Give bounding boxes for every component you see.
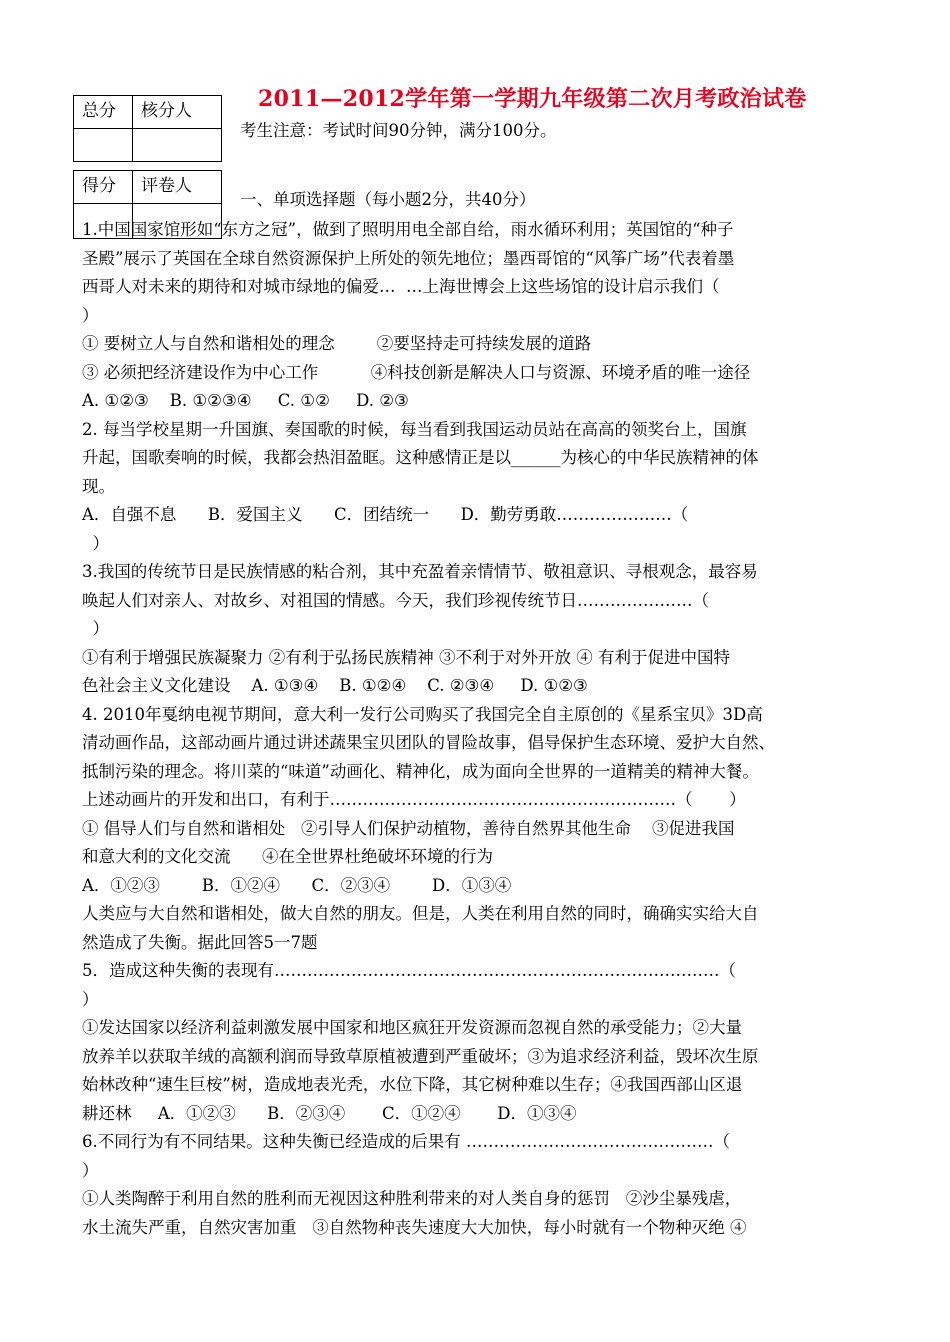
question-line: ① 倡导人们与自然和谐相处 ②引导人们保护动植物，善待自然界其他生命 ③促进我国: [82, 818, 735, 838]
question-line: 耕还林 A．①②③ B．②③④ C．①②④ D．①③④: [82, 1103, 577, 1123]
question-line: 色社会主义文化建设 A. ①③④ B. ①②④ C. ②③④ D. ①②③: [82, 676, 588, 695]
question-line: 4. 2010年戛纳电视节期间，意大利一发行公司购买了我国完全自主原创的《星系宝贝》3D高: [82, 704, 763, 724]
question-line: ①有利于增强民族凝聚力 ②有利于弘扬民族精神 ③不利于对外开放 ④ 有利于促进中国特: [82, 647, 730, 667]
question-line: 清动画作品，这部动画片通过讲述蔬果宝贝团队的冒险故事，倡导保护生态环境、爱护大自然、: [82, 733, 775, 752]
question-line: 唤起人们对亲人、对故乡、对祖国的情感。今天，我们珍视传统节日…………………（: [82, 590, 709, 610]
exam-notice: 考生注意：考试时间90分钟，满分100分。: [240, 121, 557, 140]
question-line: 5．造成这种失衡的表现有………………………………………………………………………（: [82, 961, 736, 980]
score-summary-table: [73, 95, 222, 162]
question-body: [82, 216, 882, 1242]
question-line: A. ①②③ B. ①②③④ C. ①② D. ②③: [82, 391, 409, 410]
question-line: 然造成了失衡。据此回答5一7题: [82, 932, 318, 952]
question-line: ）: [82, 619, 109, 638]
question-line: A．自强不息 B．爱国主义 C．团结统一 D．勤劳勇敢…………………（: [82, 505, 689, 524]
question-line: ①发达国家以经济利益刺激发展中国家和地区疯狂开发资源而忽视自然的承受能力；②大量: [82, 1018, 742, 1037]
question-line: ① 要树立人与自然和谐相处的理念 ②要坚持走可持续发展的道路: [82, 334, 592, 353]
exam-title: 2011—2012学年第一学期九年级第二次月考政治试卷: [258, 86, 807, 112]
question-line: 升起，国歌奏响的时候，我都会热泪盈眶。这种感情正是以______为核心的中华民族精神的体: [82, 448, 759, 467]
question-line: 1.中国国家馆形如“东方之冠”，做到了照明用电全部自给，雨水循环利用；英国馆的“种子: [82, 220, 734, 239]
question-line: A．①②③ B．①②④ C．②③④ D．①③④: [82, 875, 512, 895]
question-line: ）: [82, 533, 109, 553]
question-line: 圣殿”展示了英国在全球自然资源保护上所处的领先地位；墨西哥馆的“风筝广场”代表着墨: [82, 248, 735, 268]
question-line: 水土流失严重，自然灾害加重 ③自然物种丧失速度大大加快，每小时就有一个物种灭绝 ④: [82, 1217, 747, 1237]
question-line: 现。: [82, 476, 115, 496]
question-line: 2. 每当学校星期一升国旗、奏国歌的时候，每当看到我国运动员站在高高的领奖台上，国旗: [82, 419, 747, 439]
question-line: ①人类陶醉于利用自然的胜利而无视因这种胜利带来的对人类自身的惩罚 ②沙尘暴残虐，: [82, 1189, 742, 1208]
question-line: 人类应与大自然和谐相处，做大自然的朋友。但是，人类在利用自然的同时，确确实实给大自: [82, 904, 759, 923]
question-line: 抵制污染的理念。将川菜的“味道”动画化、精神化，成为面向全世界的一道精美的精神大餐。: [82, 761, 759, 781]
question-line: 和意大利的文化交流 ④在全世界杜绝破坏环境的行为: [82, 847, 493, 866]
question-line: ③ 必须把经济建设作为中心工作 ④科技创新是解决人口与资源、环境矛盾的唯一途径: [82, 362, 751, 382]
question-line: 西哥人对未来的期待和对城市绿地的偏爱… …上海世博会上这些场馆的设计启示我们（: [82, 277, 720, 296]
section-heading: 一、单项选择题（每小题2分，共40分）: [240, 190, 536, 209]
score-header-score: 得分: [74, 171, 133, 204]
question-line: 放养羊以获取羊绒的高额利润而导致草原植被遭到严重破坏；③为追求经济利益，毁坏次生原: [82, 1046, 759, 1066]
question-line: ）: [82, 305, 99, 325]
question-line: ）: [82, 1160, 99, 1180]
score-header-grader: 评卷人: [133, 171, 222, 204]
question-line: 始林改种“速生巨桉”树，造成地表光秃，水位下降，其它树种难以生存；④我国西部山区退: [82, 1075, 743, 1094]
question-line: 上述动画片的开发和出口，有利于………………………………………………………（ ）: [82, 790, 746, 809]
score-header-total: 总分: [74, 96, 133, 129]
question-line: 6.不同行为有不同结果。这种失衡已经造成的后果有 ………………………………………（: [82, 1132, 730, 1151]
total-score-cell: [74, 129, 133, 162]
question-line: 3.我国的传统节日是民族情感的粘合剂，其中充盈着亲情情节、敬祖意识、寻根观念，最容易: [82, 562, 758, 581]
checker-cell: [133, 129, 222, 162]
question-line: ）: [82, 989, 99, 1009]
score-header-checker: 核分人: [133, 96, 222, 129]
